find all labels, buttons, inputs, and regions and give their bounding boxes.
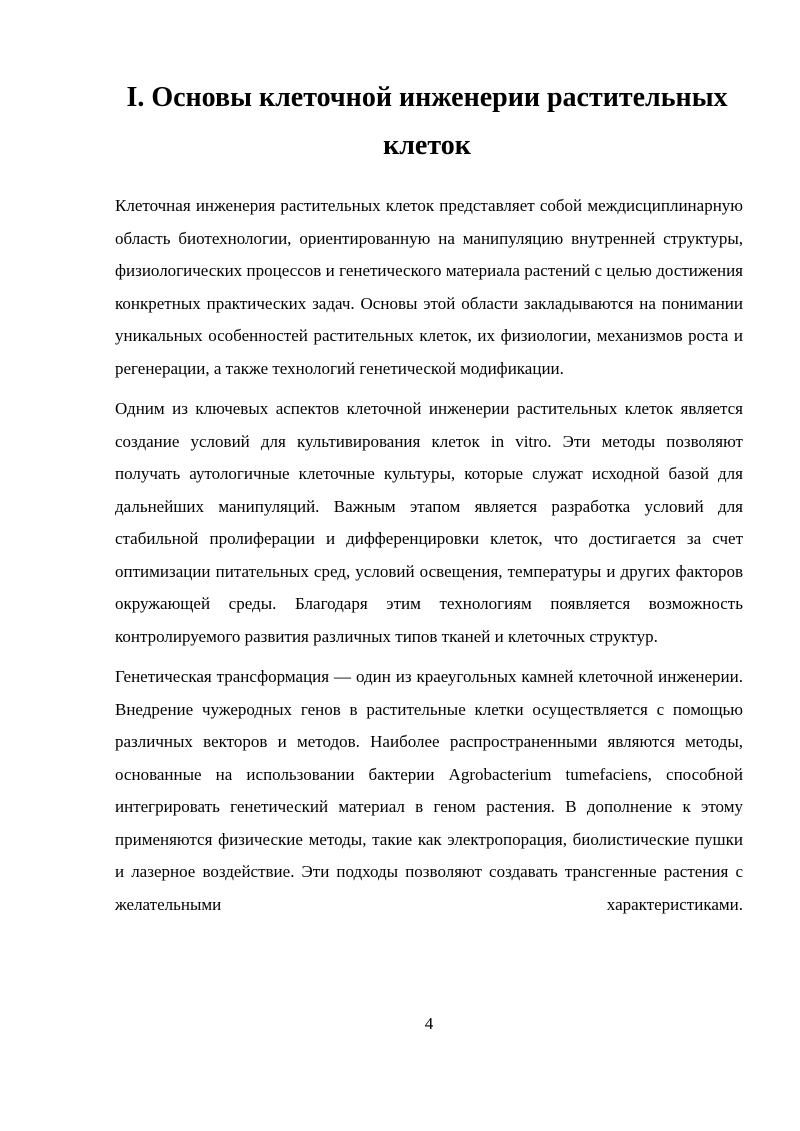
- title-line-2: клеток: [383, 130, 471, 161]
- paragraph-1: Клеточная инженерия растительных клеток представляет собой междисциплинарную область биотехнологии, ориентированную на манипуляцию внутренней структуры, физиологических процессов и генетического материала растений с целью достижения конкретных практических задач. Основы этой области закладываются на понимании уникальных особенностей растительных клеток, их физиологии, механизмов роста и регенерации, а также технологий генетической модификации.: [115, 196, 743, 378]
- page-title: [110, 74, 744, 170]
- paragraph-3: Генетическая трансформация — один из краеугольных камней клеточной инженерии. Внедрение чужеродных генов в растительные клетки осуществляется с помощью различных векторов и методов. Наиболее распространенными являются методы, основанные на использовании бактерии Agrobacterium tumefaciens, способной интегрировать генетический материал в геном растения. В дополнение к этому применяются физические методы, такие как электропорация, биолистические пушки и лазерное воздействие. Эти подходы позволяют создавать трансгенные растения с желательными характеристиками.: [115, 667, 743, 914]
- title-line-1: I. Основы клеточной инженерии растительных: [126, 82, 728, 113]
- body-text: [115, 190, 743, 929]
- paragraph-2: Одним из ключевых аспектов клеточной инженерии растительных клеток является создание условий для культивирования клеток in vitro. Эти методы позволяют получать аутологичные клеточные культуры, которые служат исходной базой для дальнейших манипуляций. Важным этапом является разработка условий для стабильной пролиферации и дифференцировки клеток, что достигается за счет оптимизации питательных сред, условий освещения, температуры и других факторов окружающей среды. Благодаря этим технологиям появляется возможность контролируемого развития различных типов тканей и клеточных структур.: [115, 399, 743, 646]
- page-number: 4: [424, 1014, 434, 1033]
